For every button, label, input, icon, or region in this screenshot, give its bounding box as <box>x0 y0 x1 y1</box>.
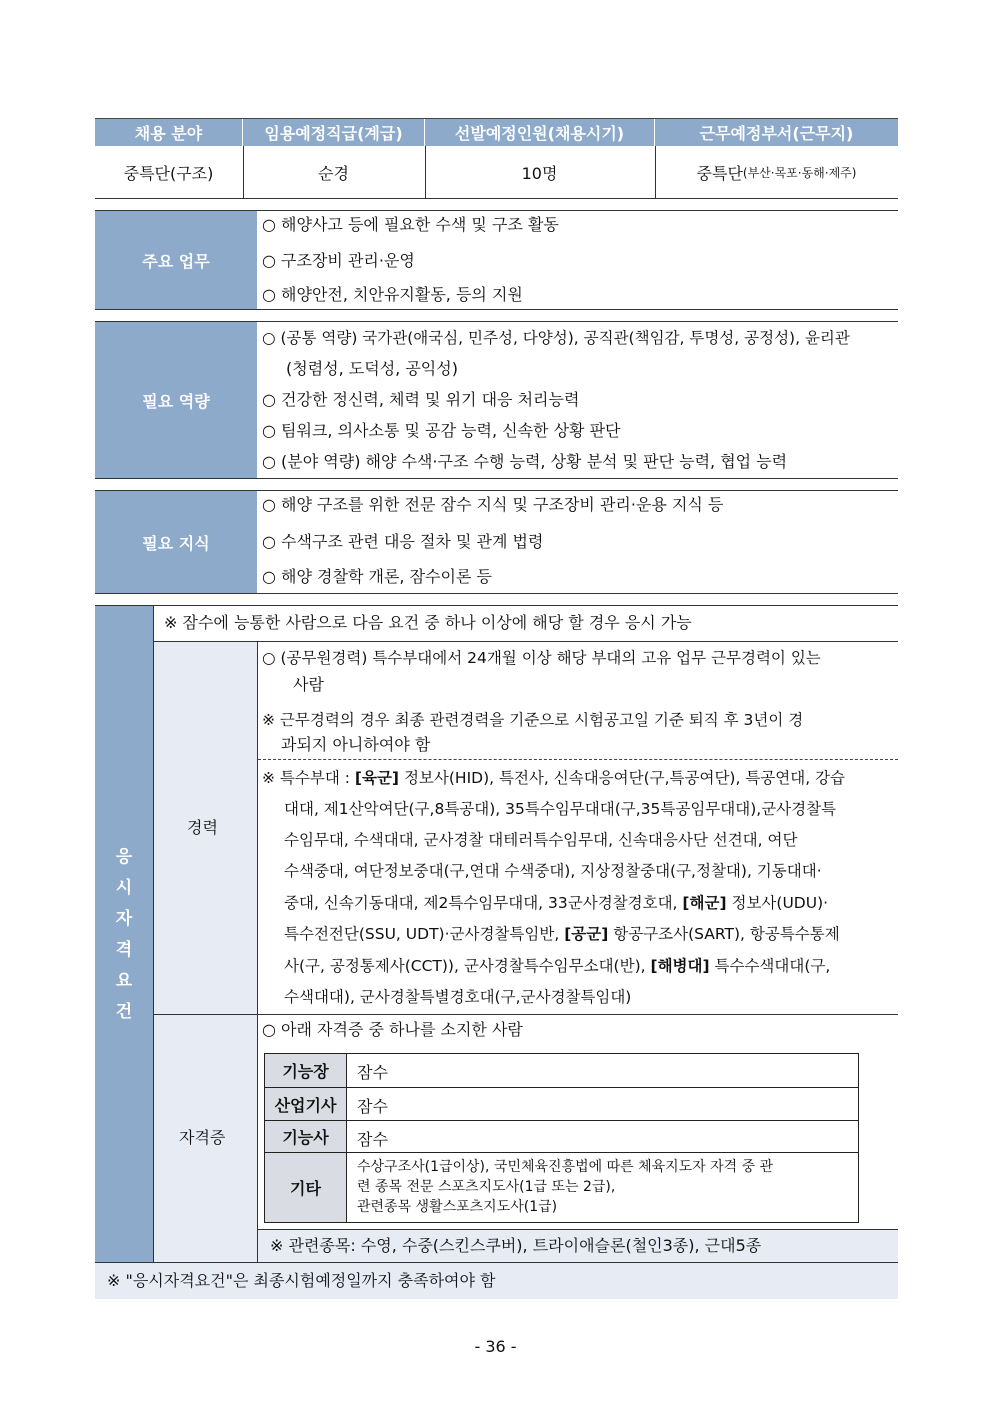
cell-count: 10명 <box>521 163 558 183</box>
cert-grade: 산업기사 <box>265 1088 347 1120</box>
divider <box>95 309 898 310</box>
label-char: 시 <box>115 878 133 898</box>
related-sports: ※ 관련종목: 수영, 수중(스킨스쿠버), 트라이애슬론(철인3종), 근대5종 <box>270 1236 762 1255</box>
cert-other-line: 관련종목 생활스포츠지도사(1급) <box>357 1199 558 1215</box>
special-units-line <box>284 956 830 976</box>
label-char: 응 <box>115 847 133 867</box>
cert-other <box>357 1157 773 1217</box>
cert-other-label: 기타 <box>265 1153 347 1222</box>
duties-item: ○ 해양안전, 치안유지활동, 등의 지원 <box>262 285 523 304</box>
navy-tag: [해군] <box>682 894 727 912</box>
special-units-line <box>262 768 845 788</box>
career-note: 과되지 아니하여야 함 <box>281 735 431 754</box>
cert-intro: ○ 아래 자격증 중 하나를 소지한 사람 <box>262 1020 523 1039</box>
career-line: 사람 <box>293 675 324 694</box>
divider <box>655 146 656 198</box>
army-units: 정보사(HID), 특전사, 신속대응여단(구,특공여단), 특공연대, 강습 <box>399 769 846 787</box>
dashed-divider <box>258 759 898 760</box>
cert-label: 자격증 <box>179 1128 226 1147</box>
header-count: 선발예정인원(채용시기) <box>425 118 654 146</box>
special-units-line <box>284 893 828 913</box>
qualification-label <box>95 606 153 1262</box>
competency-item: (청렴성, 도덕성, 공익성) <box>286 359 458 378</box>
special-units-line: 대대, 제1산악여단(구,8특공대), 35특수임무대대(구,35특공임무대대),군사경찰특 <box>284 800 837 818</box>
divider <box>95 605 898 606</box>
competency-label: 필요 역량 <box>95 322 257 478</box>
cert-other-line: 련 종목 전문 스포츠지도사(1급 또는 2급), <box>357 1179 616 1195</box>
header-rank: 임용예정직급(계급) <box>243 118 424 146</box>
knowledge-item: ○ 해양 구조를 위한 전문 잠수 지식 및 구조장비 관리·운용 지식 등 <box>262 495 724 514</box>
special-units-text: 정보사(UDU)· <box>726 894 829 912</box>
competency-item: ○ 건강한 정신력, 체력 및 위기 대응 처리능력 <box>262 390 580 409</box>
header-row <box>95 118 898 146</box>
cert-name: 잠수 <box>357 1063 388 1082</box>
divider <box>425 146 426 198</box>
special-units-text: 특수전전단(SSU, UDT)·군사경찰특임반, <box>284 925 565 943</box>
cell-field: 중특단(구조) <box>123 163 214 183</box>
cert-table <box>264 1053 859 1223</box>
marine-tag: [해병대] <box>650 957 710 975</box>
page-number: - 36 - <box>474 1337 517 1356</box>
special-units-line <box>284 924 840 944</box>
knowledge-item: ○ 수색구조 관련 대응 절차 및 관계 법령 <box>262 532 544 551</box>
cert-name: 잠수 <box>357 1130 388 1149</box>
divider <box>95 198 898 199</box>
cert-row-divider <box>265 1087 858 1088</box>
label-char: 격 <box>115 940 133 960</box>
divider <box>257 642 258 1262</box>
cert-grade: 기능장 <box>265 1054 347 1087</box>
label-char: 건 <box>115 1002 133 1022</box>
footnote: ※ "응시자격요건"은 최종시험예정일까지 충족하여야 함 <box>107 1271 496 1290</box>
competency-item: ○ (공통 역량) 국가관(애국심, 민주성, 다양성), 공직관(책임감, 투명성, 공정성), 윤리관 <box>262 329 850 347</box>
knowledge-item: ○ 해양 경찰학 개론, 잠수이론 등 <box>262 567 492 586</box>
header-dept: 근무예정부서(근무지) <box>655 118 898 146</box>
qualification-intro: ※ 잠수에 능통한 사람으로 다음 요건 중 하나 이상에 해당 할 경우 응시 가능 <box>164 613 692 632</box>
special-units-text: 중대, 신속기동대대, 제2특수임무대대, 33군사경찰경호대, <box>284 894 683 912</box>
competency-item: ○ 팀워크, 의사소통 및 공감 능력, 신속한 상황 판단 <box>262 421 621 440</box>
duties-item: ○ 구조장비 관리·운영 <box>262 251 415 270</box>
divider <box>95 478 898 479</box>
career-line: ○ (공무원경력) 특수부대에서 24개월 이상 해당 부대의 고유 업무 근무경력이 있는 <box>262 649 821 667</box>
knowledge-label: 필요 지식 <box>95 491 257 593</box>
special-units-text: 특수수색대대(구, <box>709 957 831 975</box>
label-char: 자 <box>115 909 133 929</box>
cert-row-divider <box>265 1120 858 1121</box>
career-label: 경력 <box>187 818 218 837</box>
divider <box>153 641 898 642</box>
cert-grade: 기능사 <box>265 1121 347 1152</box>
special-units-line: 수색중대, 여단정보중대(구,연대 수색중대), 지상정찰중대(구,정찰대), 기동대대· <box>284 862 822 880</box>
army-tag: [육군] <box>354 769 400 787</box>
competency-item: ○ (분야 역량) 해양 수색·구조 수행 능력, 상황 분석 및 판단 능력, 협업 능력 <box>262 452 788 471</box>
career-note: ※ 근무경력의 경우 최종 관련경력을 기준으로 시험공고일 기준 퇴직 후 3년이 경 <box>262 711 804 729</box>
special-units-text: 사(구, 공정통제사(CCT)), 군사경찰특수임무소대(반), <box>284 957 651 975</box>
cert-name: 잠수 <box>357 1097 388 1116</box>
special-prefix: ※ 특수부대 : <box>262 769 355 787</box>
divider <box>243 146 244 198</box>
qualification-label-text <box>95 842 153 1028</box>
divider <box>153 1014 898 1015</box>
cell-dept-main: 중특단 <box>696 163 743 183</box>
cert-row-divider <box>265 1152 858 1153</box>
cell-dept <box>655 146 898 198</box>
header-field: 채용 분야 <box>95 118 242 146</box>
duties-label: 주요 업무 <box>95 211 257 309</box>
special-units-line: 수임무대, 수색대대, 군사경찰 대테러특수임무대, 신속대응사단 선견대, 여단 <box>284 831 798 849</box>
divider <box>95 593 898 594</box>
header-top-border <box>95 118 898 119</box>
airforce-tag: [공군] <box>564 925 609 943</box>
special-units-line: 수색대대), 군사경찰특별경호대(구,군사경찰특임대) <box>284 988 632 1006</box>
data-row <box>95 146 898 198</box>
special-units-text: 항공구조사(SART), 항공특수통제 <box>608 925 840 943</box>
cell-dept-sub: (부산·목포·동해·제주) <box>742 165 857 180</box>
label-char: 요 <box>115 971 133 991</box>
cell-rank: 순경 <box>318 163 349 183</box>
duties-item: ○ 해양사고 등에 필요한 수색 및 구조 활동 <box>262 215 559 234</box>
cert-other-line: 수상구조사(1급이상), 국민체육진흥법에 따른 체육지도자 자격 중 관 <box>357 1159 774 1175</box>
